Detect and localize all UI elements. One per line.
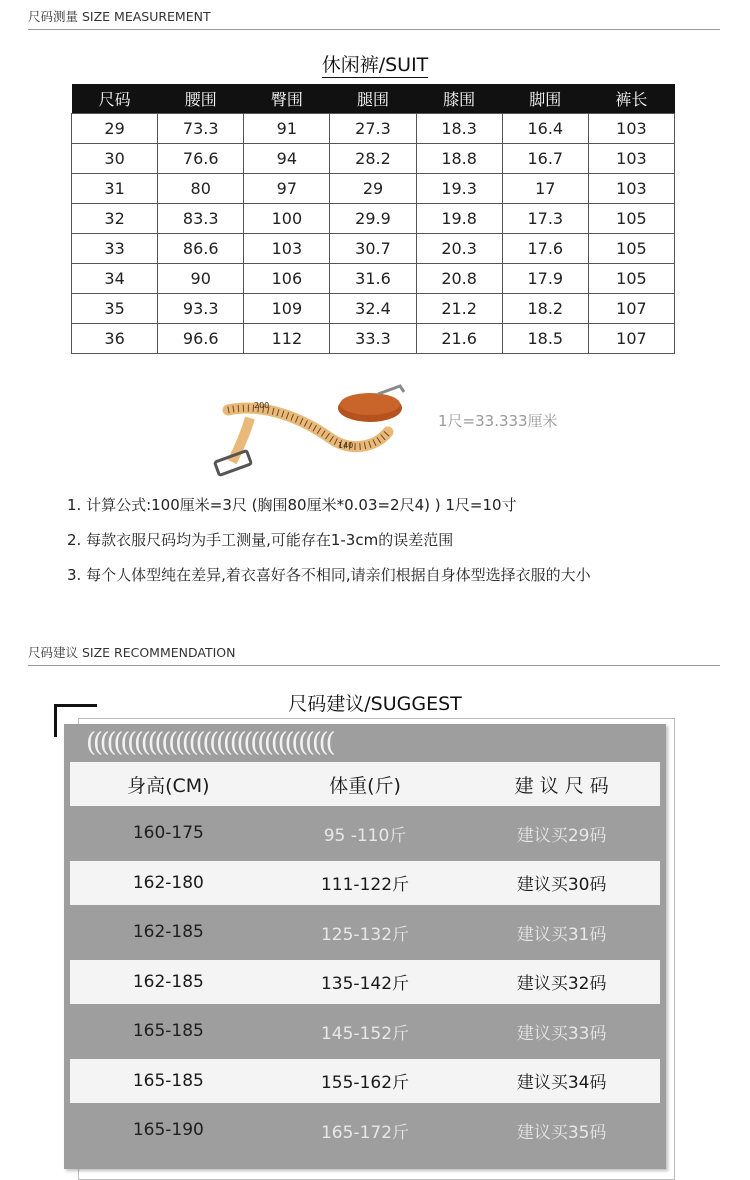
tape-mark-140: 140 <box>338 441 354 450</box>
header-height: 身高(CM) <box>127 774 210 797</box>
binder-rings-decoration: (((((((((((((((((((((((((((((((((((( <box>86 728 333 758</box>
recommendation-row <box>70 910 660 954</box>
size-table-body <box>72 114 675 354</box>
size-table-cell: 103 <box>588 114 674 144</box>
size-table-cell: 112 <box>244 324 330 354</box>
weight-cell: 95 -110斤 <box>323 825 407 846</box>
size-table-cell: 31.6 <box>330 264 416 294</box>
recommendation-title: 尺码建议/SUGGEST <box>288 693 462 715</box>
size-table-cell: 107 <box>588 324 674 354</box>
size-table-cell: 80 <box>158 174 244 204</box>
header-size: 尺码 <box>72 84 158 114</box>
size-table-row <box>72 294 675 324</box>
header-weight: 体重(斤) <box>329 774 401 797</box>
tape-reel-handle <box>378 386 404 394</box>
suggested-size-cell: 建议买31码 <box>516 924 607 945</box>
tape-reel-face <box>340 393 400 415</box>
size-table-cell: 29 <box>330 174 416 204</box>
weight-cell: 155-162斤 <box>320 1073 410 1093</box>
size-table-cell: 29 <box>72 114 158 144</box>
size-table-header-row <box>72 84 675 114</box>
size-table-cell: 19.8 <box>416 204 502 234</box>
recommendation-row <box>70 861 660 905</box>
size-table-cell: 18.3 <box>416 114 502 144</box>
height-cell: 165-185 <box>132 1021 204 1041</box>
size-table-cell: 17.6 <box>502 234 588 264</box>
weight-cell: 125-132斤 <box>320 924 410 945</box>
recommendation-card <box>64 724 666 1169</box>
size-table-cell: 103 <box>244 234 330 264</box>
size-table-row <box>72 234 675 264</box>
recommendation-row <box>70 811 660 855</box>
size-table-cell: 105 <box>588 264 674 294</box>
size-table-cell: 73.3 <box>158 114 244 144</box>
size-table-cell: 36 <box>72 324 158 354</box>
suggested-size-cell: 建议买32码 <box>516 974 607 994</box>
size-table-cell: 21.6 <box>416 324 502 354</box>
header-hip: 臀围 <box>244 84 330 114</box>
size-table-cell: 97 <box>244 174 330 204</box>
size-table-cell: 30 <box>72 144 158 174</box>
tape-mark-200: 200 <box>254 401 270 410</box>
height-cell: 162-185 <box>132 971 204 992</box>
size-table-cell: 76.6 <box>158 144 244 174</box>
size-table-cell: 16.4 <box>502 114 588 144</box>
header-knee: 膝围 <box>416 84 502 114</box>
size-table-cell: 17.3 <box>502 204 588 234</box>
size-table-row <box>72 324 675 354</box>
size-table-cell: 19.3 <box>416 174 502 204</box>
size-table-cell: 94 <box>244 144 330 174</box>
size-table-cell: 103 <box>588 174 674 204</box>
weight-cell: 135-142斤 <box>320 974 410 994</box>
recommendation-row <box>70 960 660 1004</box>
size-table-cell: 27.3 <box>330 114 416 144</box>
size-table-cell: 18.5 <box>502 324 588 354</box>
size-measurement-table <box>71 84 675 354</box>
size-table-cell: 33.3 <box>330 324 416 354</box>
size-table-row <box>72 264 675 294</box>
header-waist: 腰围 <box>158 84 244 114</box>
height-cell: 165-190 <box>132 1120 204 1140</box>
size-table-row <box>72 144 675 174</box>
size-table-cell: 100 <box>244 204 330 234</box>
size-table-cell: 32.4 <box>330 294 416 324</box>
recommendation-row <box>70 1108 660 1152</box>
header-suggested-size: 建 议 尺 码 <box>514 774 609 797</box>
section-header-recommendation: 尺码建议 SIZE RECOMMENDATION <box>28 643 720 666</box>
size-table-cell: 83.3 <box>158 204 244 234</box>
suggested-size-cell: 建议买29码 <box>516 825 607 846</box>
size-table-cell: 103 <box>588 144 674 174</box>
suggested-size-cell: 建议买33码 <box>516 1023 607 1044</box>
size-table-cell: 18.8 <box>416 144 502 174</box>
suggested-size-cell: 建议买34码 <box>516 1073 607 1093</box>
recommendation-row <box>70 1009 660 1053</box>
suggested-size-cell: 建议买30码 <box>516 875 607 895</box>
size-table-cell: 93.3 <box>158 294 244 324</box>
size-table-cell: 105 <box>588 204 674 234</box>
size-table-cell: 17 <box>502 174 588 204</box>
recommendation-row <box>70 1059 660 1103</box>
size-table-row <box>72 204 675 234</box>
note-item: 1. 计算公式:100厘米=3尺 (胸围80厘米*0.03=2尺4) ) 1尺=10寸 <box>67 496 517 514</box>
notes-list <box>67 494 591 599</box>
weight-cell: 165-172斤 <box>320 1122 410 1143</box>
size-table-cell: 28.2 <box>330 144 416 174</box>
size-table-cell: 29.9 <box>330 204 416 234</box>
header-length: 裤长 <box>588 84 674 114</box>
size-table-cell: 33 <box>72 234 158 264</box>
height-cell: 162-185 <box>132 922 204 942</box>
size-table-cell: 86.6 <box>158 234 244 264</box>
size-table-row <box>72 114 675 144</box>
height-cell: 165-185 <box>132 1070 204 1091</box>
tape-unit-note: 1尺=33.333厘米 <box>438 412 558 430</box>
suggested-size-cell: 建议买35码 <box>516 1122 607 1143</box>
size-table-title <box>0 50 750 77</box>
note-item: 3. 每个人体型纯在差异,着衣喜好各不相同,请亲们根据自身体型选择衣服的大小 <box>67 566 591 584</box>
size-table-cell: 90 <box>158 264 244 294</box>
size-table-cell: 31 <box>72 174 158 204</box>
height-cell: 162-180 <box>132 872 204 893</box>
size-table-cell: 107 <box>588 294 674 324</box>
size-table-cell: 106 <box>244 264 330 294</box>
header-hem: 脚围 <box>502 84 588 114</box>
size-table-cell: 109 <box>244 294 330 324</box>
size-table-cell: 21.2 <box>416 294 502 324</box>
size-table-cell: 17.9 <box>502 264 588 294</box>
recommendation-header-row <box>70 762 660 806</box>
weight-cell: 111-122斤 <box>320 875 410 895</box>
size-table-cell: 105 <box>588 234 674 264</box>
size-table-cell: 35 <box>72 294 158 324</box>
header-thigh: 腿围 <box>330 84 416 114</box>
weight-cell: 145-152斤 <box>320 1023 410 1044</box>
size-table-cell: 32 <box>72 204 158 234</box>
height-cell: 160-175 <box>132 823 204 843</box>
size-table-cell: 16.7 <box>502 144 588 174</box>
size-table-title-text: 休闲裤/SUIT <box>321 54 429 76</box>
size-table-cell: 30.7 <box>330 234 416 264</box>
size-table-cell: 20.3 <box>416 234 502 264</box>
size-table-row <box>72 174 675 204</box>
tape-buckle <box>215 451 252 476</box>
size-table-cell: 91 <box>244 114 330 144</box>
size-table-cell: 20.8 <box>416 264 502 294</box>
size-table-cell: 18.2 <box>502 294 588 324</box>
section-header-measurement: 尺码测量 SIZE MEASUREMENT <box>28 7 720 30</box>
size-table-cell: 34 <box>72 264 158 294</box>
note-item: 2. 每款衣服尺码均为手工测量,可能存在1-3cm的误差范围 <box>67 531 454 549</box>
measuring-tape-image <box>210 380 420 480</box>
size-table-cell: 96.6 <box>158 324 244 354</box>
